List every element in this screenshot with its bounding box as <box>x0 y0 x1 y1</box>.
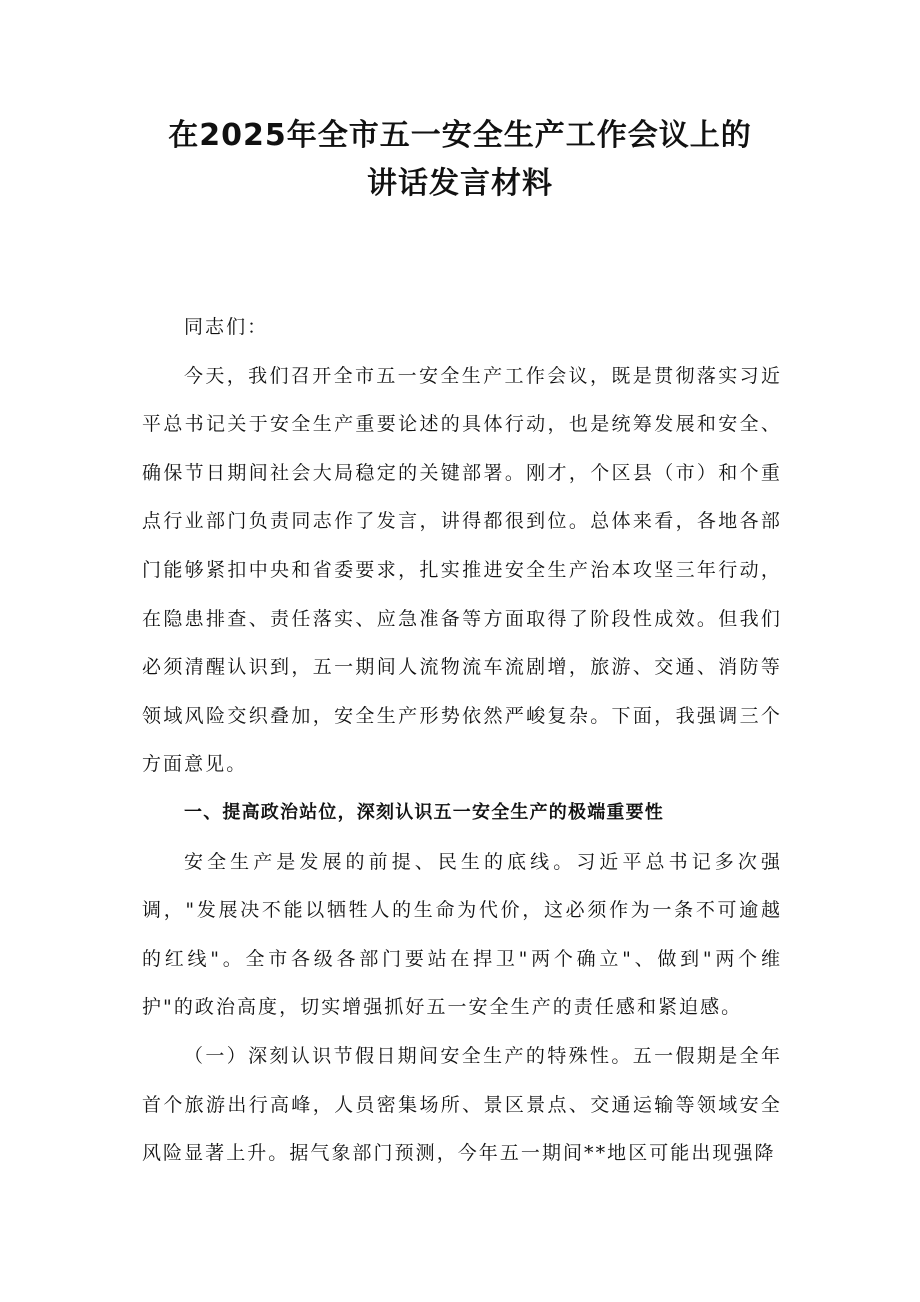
paragraph-intro: 今天，我们召开全市五一安全生产工作会议，既是贯彻落实习近平总书记关于安全生产重要论述的具体行动，也是统筹发展和安全、确保节日期间社会大局稳定的关键部署。刚才，个区县（市）和个重点行业部门负责同志作了发言，讲得都很到位。总体来看，各地各部门能够紧扣中央和省委要求，扎实推进安全生产治本攻坚三年行动，在隐患排查、责任落实、应急准备等方面取得了阶段性成效。但我们必须清醒认识到，五一期间人流物流车流剧增，旅游、交通、消防等领域风险交织叠加，安全生产形势依然严峻复杂。下面，我强调三个方面意见。 <box>142 364 782 776</box>
document-body <box>142 303 782 1178</box>
paragraph-3: （一）深刻认识节假日期间安全生产的特殊性。五一假期是全年首个旅游出行高峰，人员密集场所、景区景点、交通运输等领域安全风险显著上升。据气象部门预测，今年五一期间**地区可能出现强降 <box>142 1044 782 1165</box>
title-line-1: 在2025年全市五一安全生产工作会议上的 <box>168 118 752 153</box>
section-heading-1: 一、提高政治站位，深刻认识五一安全生产的极端重要性 <box>184 801 664 823</box>
document-title <box>100 112 820 208</box>
title-line-2: 讲话发言材料 <box>367 166 553 201</box>
greeting: 同志们： <box>184 316 269 338</box>
paragraph-2: 安全生产是发展的前提、民生的底线。习近平总书记多次强调，"发展决不能以牺牲人的生命为代价，这必须作为一条不可逾越的红线"。全市各级各部门要站在捍卫"两个确立"、做到"两个维护"的政治高度，切实增强抓好五一安全生产的责任感和紧迫感。 <box>142 850 782 1019</box>
